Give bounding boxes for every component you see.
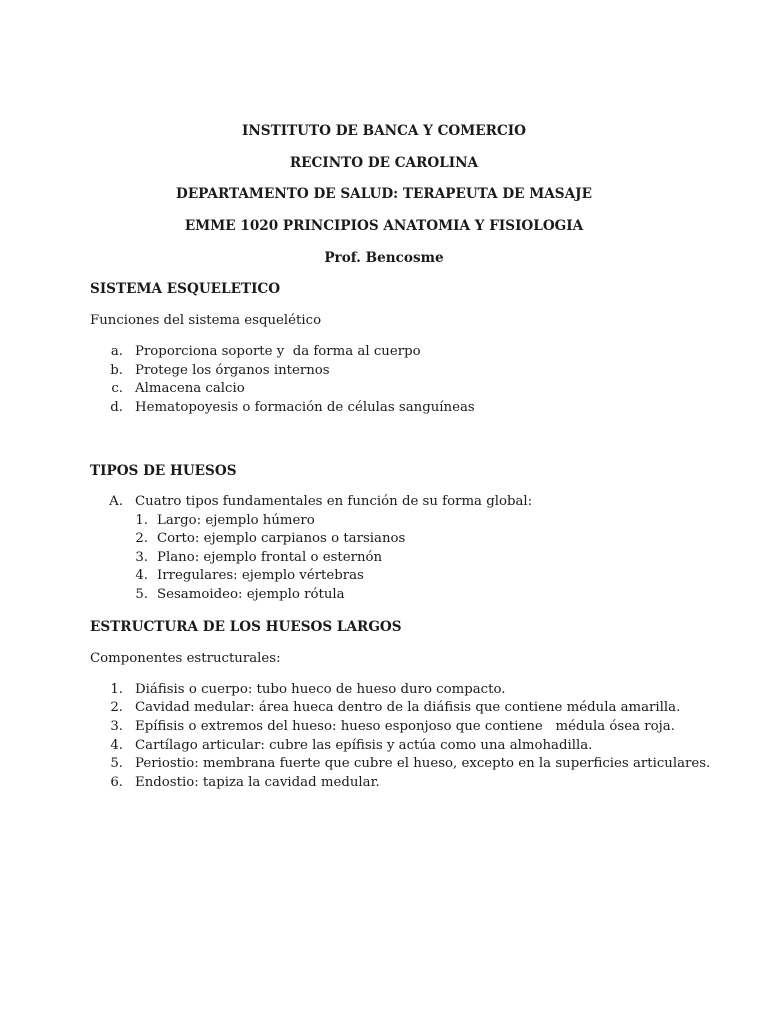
header-department: DEPARTAMENTO DE SALUD: TERAPEUTA DE MASAJE	[176, 186, 592, 202]
header-campus: RECINTO DE CAROLINA	[289, 155, 479, 171]
estructura-intro: Componentes estructurales:	[90, 651, 281, 666]
heading-estructura-huesos-largos: ESTRUCTURA DE LOS HUESOS LARGOS	[90, 619, 402, 635]
document-page: INSTITUTO DE BANCA Y COMERCIO RECINTO DE CAROLINA DEPARTAMENTO DE SALUD: TERAPEUTA DE MASAJE EMME 1020 PRINCIPIOS ANATOMIA Y FISIOLOGIA Prof. Bencosme SISTEMA ESQUELETICO Funciones del sistema esquelético a. Proporciona soporte y da forma al cuerpo b. Protege los órganos internos c. Almacena calcio d. Hematopoyesis o formación de células sanguíneas TIPOS DE HUESOS A. Cuatro tipos fundamentales en función de su forma global: 1. Largo: ejemplo húmero 2. Corto: ejemplo carpianos o tarsianos 3. Plano: ejemplo frontal o esternón 4. Irregulares: ejemplo vértebras 5. Sesamoideo: ejemplo rótula ESTRUCTURA DE LOS HUESOS LARGOS Componentes estructurales: 1. Diáfisis o cuerpo: tubo hueco de hueso duro compacto. 2. Cavidad medular: área hueca dentro de la diáfisis que contiene médula amarilla. 3. Epífisis o extremos del hueso: hueso esponjoso que contiene médula ósea roja. 4. Cartílago articular: cubre las epífisis y actúa como una almohadilla. 5. Periostio: membrana fuerte que cubre el hueso, excepto en la superficies articulares. 6. Endostio: tapiza la cavidad medular.	[0, 0, 768, 1024]
header-institution: INSTITUTO DE BANCA Y COMERCIO	[241, 123, 526, 139]
header-professor: Prof. Bencosme	[324, 250, 444, 266]
sistema-intro: Funciones del sistema esquelético	[90, 313, 322, 328]
heading-tipos-de-huesos: TIPOS DE HUESOS	[90, 463, 237, 479]
heading-sistema-esqueletico: SISTEMA ESQUELETICO	[90, 281, 281, 297]
header-course: EMME 1020 PRINCIPIOS ANATOMIA Y FISIOLOGIA	[184, 218, 584, 234]
